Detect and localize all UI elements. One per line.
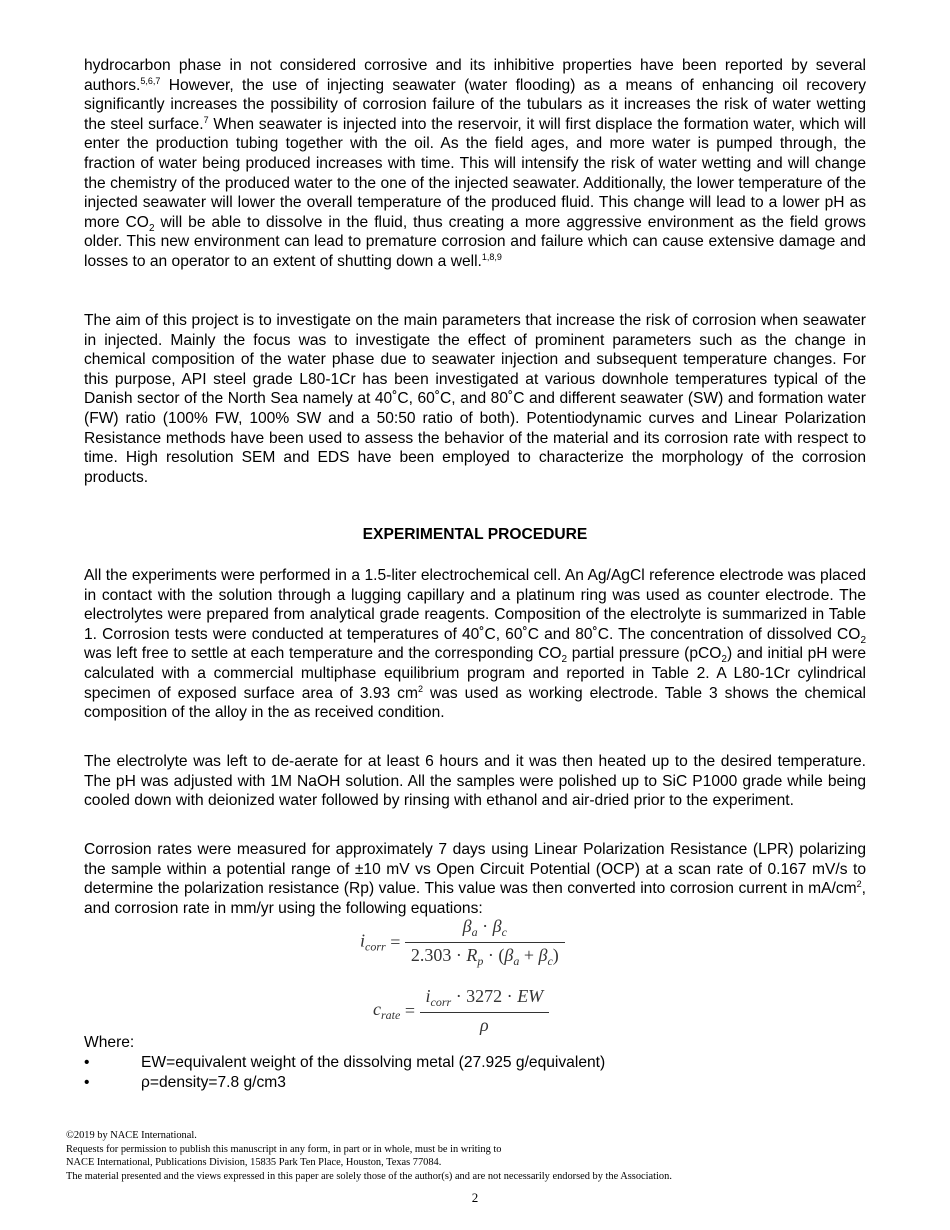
eq-symbol: β (462, 916, 472, 936)
citation-superscript: 1,8,9 (481, 251, 502, 262)
eq-operator: + (519, 945, 539, 965)
superscript: 2 (417, 683, 423, 694)
paragraph-deaeration: The electrolyte was left to de-aerate for at least 6 hours and it was then heated up to the desired temperature. The pH was adjusted with 1M NaOH solution. All the samples were polished up to SiC P1000 grade while being cooled down with deionized water followed by rinsing with ethanol and air-dried prior to the experiment. (84, 753, 866, 810)
text-run: However, the use of injecting seawater (water flooding) as a means of enhancing oil recovery significantly increases the possibility of corrosion failure of the tubulars as it increases the risk of water wetting the steel surface. (84, 76, 866, 133)
footer-line: ©2019 by NACE International. (66, 1130, 197, 1141)
text-run: hydrocarbon phase in not considered corrosive and its inhibitive properties have been reported by several authors. (84, 57, 866, 94)
eq-subscript: a (513, 954, 520, 968)
bullet-text: EW=equivalent weight of the dissolving metal (27.925 g/equivalent) (141, 1054, 606, 1071)
eq-operator: = (404, 1000, 415, 1021)
eq-subscript: rate (381, 1008, 401, 1023)
eq-symbol: R (466, 945, 478, 965)
text-run: was used as working electrode. Table 3 shows the chemical composition of the alloy in the as received condition. (84, 684, 866, 722)
eq-constant: · 3272 · (451, 986, 518, 1006)
eq-operator: = (390, 932, 401, 952)
eq-symbol: i (425, 986, 431, 1006)
text-run: ) and initial pH were calculated with a commercial multiphase equilibrium program and reported in Table 2. A L80-1Cr cylindrical specimen of exposed surface area of 3.93 cm (84, 645, 867, 702)
where-label: Where: (84, 1034, 135, 1051)
eq-subscript: a (471, 925, 478, 939)
text-run: When seawater is injected into the reservoir, it will first displace the formation water, which will enter the production tubing together with the oil. As the field ages, and more water is pumped through, the fraction of water being produced increases with time. This will intensify the risk of water wetting and will change the chemistry of the produced water to the one of the injected seawater. Additionally, the lower temperature of the injected seawater will lower the overall temperature of the produced fluid. This change will lead to a lower pH as more CO (84, 115, 866, 231)
text-run: Corrosion rates were measured for approximately 7 days using Linear Polarization Resistance (LPR) polarizing the sample within a potential range of ±10 mV vs Open Circuit Potential (OCP) at a scan rate of 0.167 mV/s to determine the polarization resistance (Rp) value. This value was then converted into corrosion current in mA/cm (84, 841, 866, 898)
eq-symbol: β (538, 945, 548, 965)
eq-symbol: β (492, 916, 502, 936)
page-number: 2 (471, 1190, 479, 1205)
footer-line: The material presented and the views expressed in this paper are solely those of the author(s) and are not necessarily endorsed by the Association. (66, 1170, 672, 1182)
eq-operator: · ( (483, 945, 505, 965)
text-run: All the experiments were performed in a 1.5-liter electrochemical cell. An Ag/AgCl reference electrode was placed in contact with the solution through a lugging capillary and a platinum ring was used as counter electrode. The electrolytes were prepared from analytical grade reagents. Composition of the electrolyte is summarized in Table 1. Corrosion tests were conducted at temperatures of 40˚C, 60˚C and 80˚C. The concentration of dissolved CO (84, 567, 866, 643)
eq-symbol: EW (517, 986, 544, 1006)
paragraph-aim: The aim of this project is to investigate on the main parameters that increase the risk of corrosion when seawater in injected. Mainly the focus was to investigate the effect of prominent parameters such as the change in chemical composition of the water phase due to seawater injection and subsequent temperature changes. For this purpose, API steel grade L80-1Cr has been investigated at various downhole temperatures typical of the Danish sector of the North Sea namely at 40˚C, 60˚C, and 80˚C and different seawater (SW) and formation water (FW) ratio (100% FW, 100% SW and a 50:50 ratio of both). Potentiodynamic curves and Linear Polarization Resistance methods have been used to assess the behavior of the material and its corrosion rate with respect to time. High resolution SEM and EDS have been employed to characterize the morphology of the corrosion products. (84, 312, 866, 486)
bullet-marker: • (84, 1074, 90, 1091)
eq-symbol: ρ (480, 1015, 489, 1035)
text-run: was left free to settle at each temperature and the corresponding CO (84, 645, 562, 663)
bullet-text: ρ=density=7.8 g/cm3 (141, 1074, 286, 1091)
subscript: 2 (561, 654, 568, 666)
eq-constant: 2.303 · (410, 945, 467, 965)
text-run: , and corrosion rate in mm/yr using the following equations: (84, 880, 866, 917)
eq-denominator (405, 943, 565, 969)
equation-corrosion-rate (373, 986, 549, 1036)
bullet-marker: • (84, 1054, 90, 1071)
equation-corrosion-current (360, 916, 565, 969)
eq-fraction (420, 986, 550, 1036)
eq-subscript: c (501, 925, 507, 939)
eq-numerator (420, 986, 550, 1013)
text-run: partial pressure (pCO (567, 645, 722, 663)
paragraph-corrosion-rates (84, 840, 866, 918)
eq-fraction (405, 916, 565, 969)
paragraph-experimental-setup (84, 566, 866, 723)
paragraph-introduction-continued (84, 56, 866, 272)
citation-superscript: 5,6,7 (140, 75, 161, 86)
eq-symbol: c (373, 999, 381, 1020)
text-run: will be able to dissolve in the fluid, thus creating a more aggressive environment as the field grows older. This new environment can lead to premature corrosion and failure which can cause extensive damage and losses to an operator to an extent of shutting down a well. (84, 213, 866, 270)
footer-line: NACE International, Publications Division, 15835 Park Ten Place, Houston, Texas 77084. (66, 1157, 442, 1169)
subscript: 2 (721, 654, 727, 666)
subscript: 2 (860, 634, 866, 646)
eq-subscript: p (477, 954, 484, 968)
citation-superscript: 7 (203, 114, 209, 125)
copyright-footer (66, 1129, 672, 1183)
eq-subscript: corr (365, 939, 386, 954)
eq-subscript: c (547, 954, 553, 968)
eq-symbol: β (504, 945, 514, 965)
eq-symbol: i (360, 930, 366, 951)
footer-line: Requests for permission to publish this manuscript in any form, in part or in whole, must be in writing to (66, 1143, 502, 1155)
superscript: 2 (856, 879, 862, 889)
eq-operator: ) (552, 945, 559, 965)
eq-numerator (405, 916, 565, 943)
eq-subscript: corr (430, 995, 452, 1009)
subscript: 2 (148, 222, 155, 234)
section-heading-experimental-procedure: EXPERIMENTAL PROCEDURE (362, 526, 588, 543)
eq-operator: · (477, 916, 493, 936)
